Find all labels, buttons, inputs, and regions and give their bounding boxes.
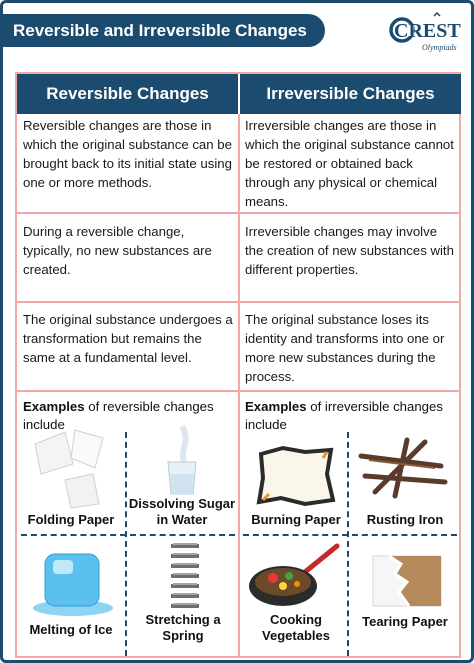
row-divider	[17, 301, 459, 303]
label-rusting-iron: Rusting Iron	[366, 512, 444, 527]
label-burning-paper: Burning Paper	[251, 512, 341, 527]
header-reversible: Reversible Changes	[17, 74, 238, 114]
row1-irreversible-text: Irreversible changes are those in which the original substance cannot be restored or obtained back through any physical or chemical means.	[245, 118, 454, 209]
row-divider	[17, 212, 459, 214]
examples-rest: of irreversible changes include	[245, 399, 443, 432]
page-title: Reversible and Irreversible Changes	[3, 14, 325, 47]
dashed-divider	[243, 534, 457, 536]
dashed-divider	[125, 432, 127, 656]
examples-bold: Examples	[245, 399, 307, 414]
row3-irreversible-text: The original substance loses its identity and transforms into one or more new substances during the process.	[245, 312, 445, 384]
row2-irreversible-text: Irreversible changes may involve the creation of new substances with different properties.	[245, 224, 454, 277]
comparison-table	[15, 72, 461, 658]
burning-paper-image	[253, 444, 337, 508]
label-folding-paper: Folding Paper	[27, 512, 115, 527]
label-cooking-vegetables: Cooking Vegetables	[262, 612, 330, 643]
column-divider	[238, 114, 240, 658]
dissolving-sugar-image	[152, 424, 212, 496]
row2-reversible-text: During a reversible change, typically, no new substances are created.	[23, 224, 212, 277]
examples-bold: Examples	[23, 399, 85, 414]
header-irreversible: Irreversible Changes	[240, 74, 461, 114]
folding-paper-image	[25, 424, 121, 510]
label-dissolving-sugar: Dissolving Sugar in Water	[128, 496, 236, 527]
logo-tagline: Olympiads	[422, 43, 457, 52]
row-divider	[17, 390, 459, 392]
row1-reversible-text: Reversible changes are those in which the original substance can be brought back to its initial state using one or more methods.	[23, 118, 232, 190]
logo-text: CREST	[394, 20, 461, 42]
dashed-divider	[21, 534, 235, 536]
label-melting-ice: Melting of Ice	[29, 622, 113, 637]
melting-ice-image	[31, 546, 115, 618]
irreversible-examples-intro	[245, 398, 457, 434]
spring-image	[165, 540, 205, 614]
row3-reversible-text: The original substance undergoes a transformation but remains the same at a fundamental level.	[23, 312, 233, 365]
examples-rest: of reversible changes include	[23, 399, 214, 432]
cooking-vegetables-image	[245, 542, 341, 614]
tearing-paper-image	[369, 550, 445, 612]
label-tearing-paper: Tearing Paper	[362, 614, 448, 629]
label-stretching-spring: Stretching a Spring	[145, 612, 221, 643]
rusting-iron-image	[355, 436, 451, 500]
crest-logo	[384, 12, 464, 54]
